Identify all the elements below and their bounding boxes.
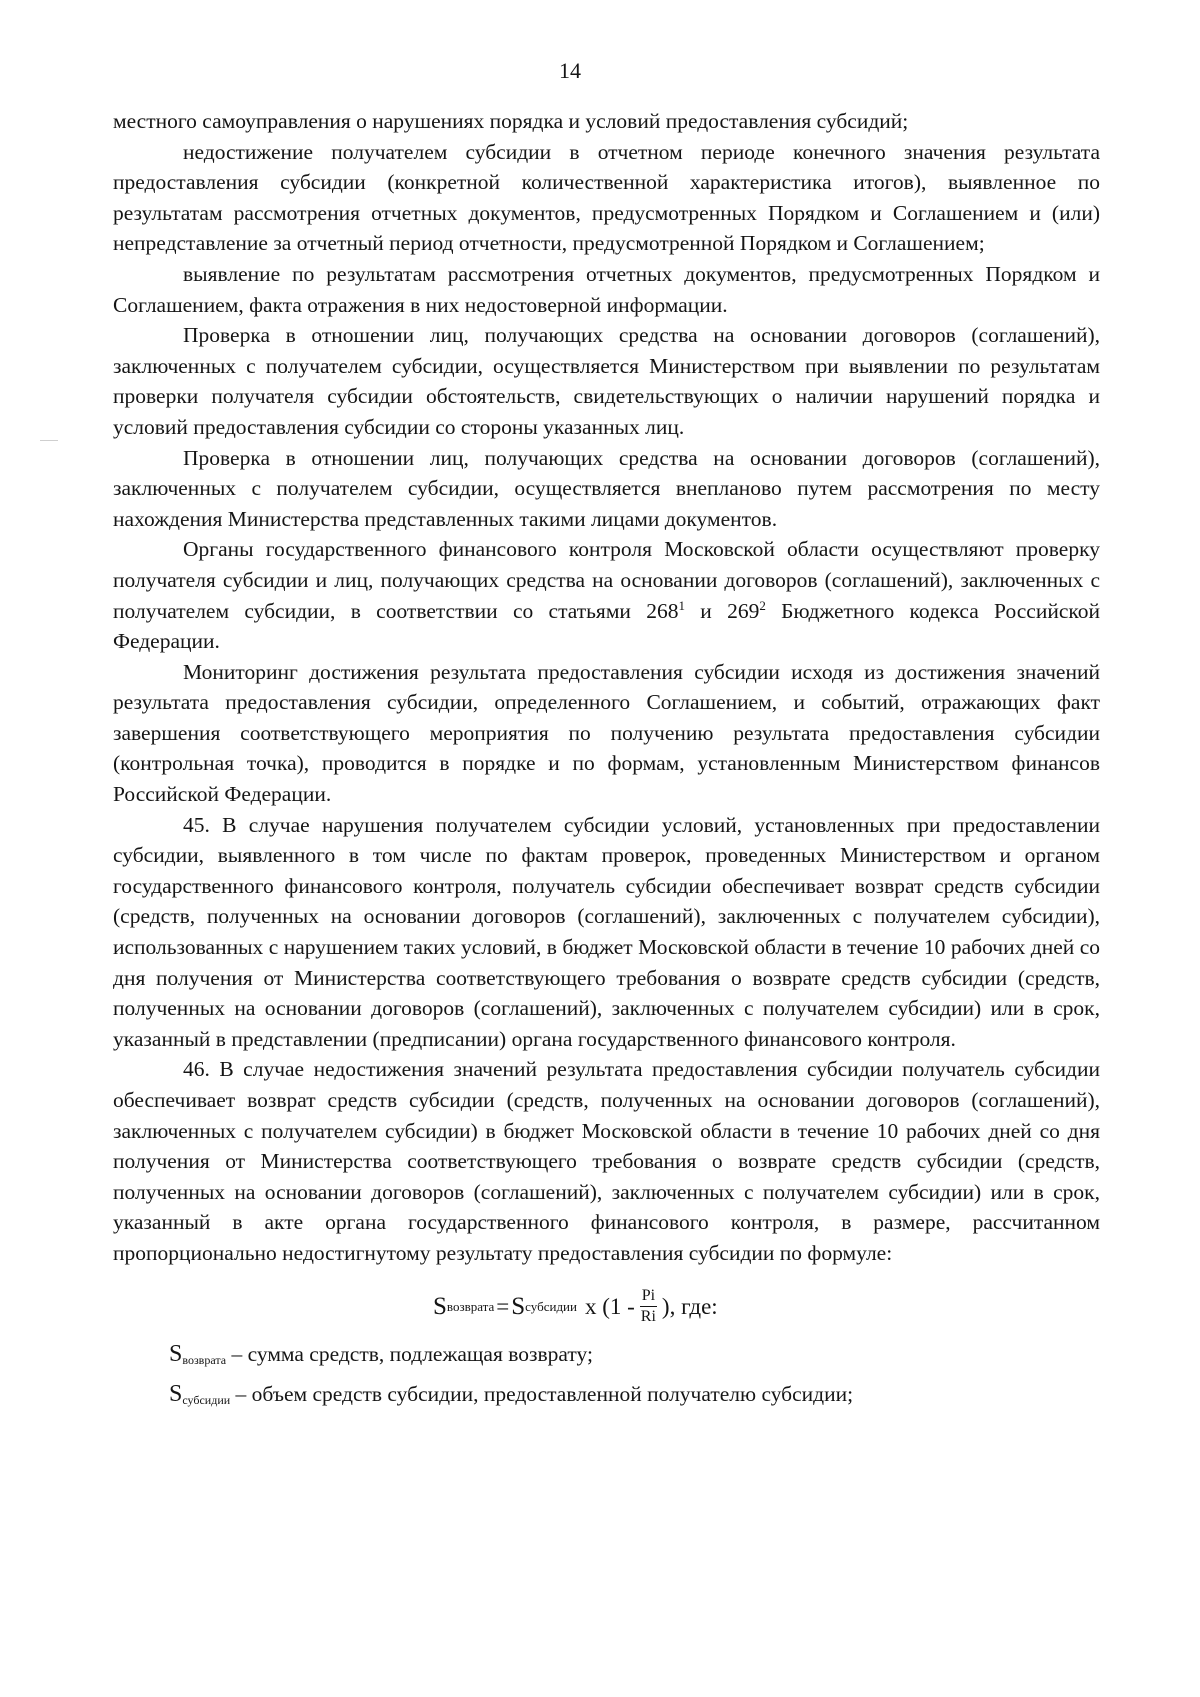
refund-formula xyxy=(113,1281,1100,1333)
paragraph-monitoring: Мониторинг достижения результата предоставления субсидии исходя из достижения значений результата предоставления субсидии, определенного Соглашением, и событий, отражающих факт завершения соответствующего мероприятия по получению результата предоставления субсидии (контрольная точка), проводится в порядке и по формам, установленным Министерством финансов Российской Федерации. xyxy=(113,659,1100,807)
superscript: 1 xyxy=(678,597,685,613)
paragraph-unscheduled-check: Проверка в отношении лиц, получающих средства на основании договоров (соглашений), заключенных с получателем субсидии, осуществляется внепланово путем рассмотрения по месту нахождения Министерства представленных такими лицами документов. xyxy=(113,445,1100,531)
paragraph-financial-control xyxy=(113,534,1100,656)
formula-symbol: S xyxy=(433,1292,447,1320)
paragraph-nondelivery: недостижение получателем субсидии в отчетном периоде конечного значения результата предоставления субсидии (конкретной количественной характеристика итогов), выявленное по результатам рассмотрения отчетных документов, предусмотренных Порядком и Соглашением и (или) непредставление за отчетный период отчетности, предусмотренной Порядком и Соглашением; xyxy=(113,139,1100,256)
fraction-denominator: Ri xyxy=(640,1308,656,1326)
superscript: 2 xyxy=(759,597,766,613)
formula-operator: x (1 - xyxy=(584,1293,635,1319)
scan-margin-mark xyxy=(40,440,58,441)
definition-subscript: субсидии xyxy=(182,1393,231,1408)
fraction-numerator: Pi xyxy=(640,1286,657,1307)
formula-tail: ), где: xyxy=(661,1293,718,1319)
definition-refund-amount xyxy=(113,1339,1100,1376)
formula-subscript: субсидии xyxy=(525,1298,577,1314)
text-fragment: Бюджетного кодекса Российской Федерации. xyxy=(113,598,1101,654)
paragraph-continuation: местного самоуправления о нарушениях порядка и условий предоставления субсидий; xyxy=(113,109,909,133)
document-body xyxy=(113,106,1100,1416)
page-number: 14 xyxy=(559,58,581,83)
paragraph-item-46: 46. В случае недостижения значений результата предоставления субсидии получатель субсидии обеспечивает возврат средств субсидии (средств, полученных на основании договоров (соглашений), заключенных с получателем субсидии) в бюджет Московской области в течение 10 рабочих дней со дня получения от Министерства соответствующего требования о возврате средств субсидии (средств, полученных на основании договоров (соглашений), заключенных с получателем субсидии) или в срок, указанный в акте органа государственного финансового контроля, в размере, рассчитанном пропорционально недостигнутому результату предоставления субсидии по формуле: xyxy=(113,1057,1100,1265)
definition-symbol: S xyxy=(169,1340,183,1367)
text-fragment: и 269 xyxy=(685,598,760,623)
definition-symbol: S xyxy=(169,1381,183,1408)
paragraph-check-persons: Проверка в отношении лиц, получающих средства на основании договоров (соглашений), заключенных с получателем субсидии, осуществляется Министерством при выявлении по результатам проверки получателя субсидии обстоятельств, свидетельствующих о наличии нарушений порядка и условий предоставления субсидии со стороны указанных лиц. xyxy=(113,323,1100,439)
paragraph-false-info: выявление по результатам рассмотрения отчетных документов, предусмотренных Порядком и Соглашением, факта отражения в них недостоверной информации. xyxy=(113,261,1100,317)
definition-subsidy-volume xyxy=(113,1379,1100,1416)
paragraph-item-45: 45. В случае нарушения получателем субсидии условий, установленных при предоставлении субсидии, выявленного в том числе по фактам проверок, проведенных Министерством и органом государственного финансового контроля, получатель субсидии обеспечивает возврат средств субсидии (средств, полученных на основании договоров (соглашений), заключенных с получателем субсидии), использованных с нарушением таких условий, в бюджет Московской области в течение 10 рабочих дней со дня получения от Министерства соответствующего требования о возврате средств субсидии (средств, полученных на основании договоров (соглашений), заключенных с получателем субсидии) или в срок, указанный в представлении (предписании) органа государственного финансового контроля. xyxy=(113,812,1100,1051)
definition-text: – сумма средств, подлежащая возврату; xyxy=(226,1341,593,1366)
formula-subscript: возврата xyxy=(446,1298,495,1314)
formula-symbol: S xyxy=(511,1292,526,1320)
definition-subscript: возврата xyxy=(182,1352,227,1367)
definition-text: – объем средств субсидии, предоставленной получателю субсидии; xyxy=(230,1382,854,1407)
formula-fraction xyxy=(639,1286,658,1327)
text-fragment: Органы государственного финансового контроля Московской области осуществляют проверку получателя субсидии и лиц, получающих средства на основании договоров (соглашений), заключенных с получателем субсидии, в соответствии со статьями 268 xyxy=(113,537,1100,623)
formula-equals: = xyxy=(496,1293,510,1319)
